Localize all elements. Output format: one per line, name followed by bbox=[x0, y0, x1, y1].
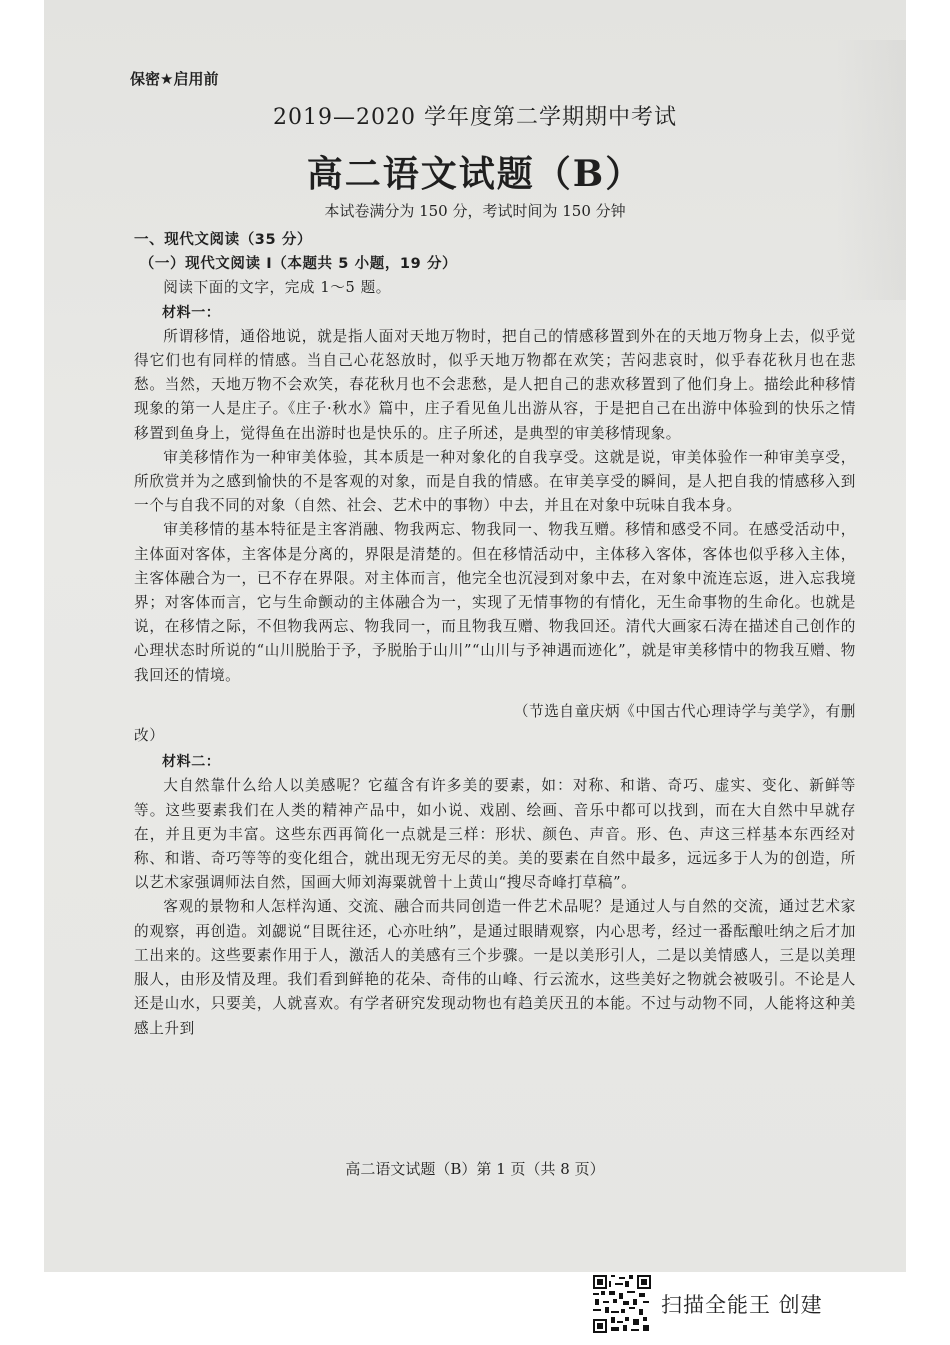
material-one-label: 材料一： bbox=[162, 304, 221, 321]
material-two-label: 材料二： bbox=[162, 754, 221, 771]
material-one-paragraph: 审美移情的基本特征是主客消融、物我两忘、物我同一、物我互赠。移情和感受不同。在感受活动中，主体面对客体，主客体是分离的，界限是清楚的。但在移情活动中，主体移入客体，客体也似乎移入主体，主客体融合为一，已不存在界限。对主体而言，他完全也沉浸到对象中去，在对象中流连忘返，进入忘我境界；对客体而言，它与生命颤动的主体融合为一，实现了无情事物的有情化，无生命事物的生命化。也就是说，在移情之际，不但物我两忘、物我同一，而且物我互赠、物我回还。清代大画家石涛在描述自己创作的心理状态时所说的“山川脱胎于予，予脱胎于山川”“山川与予神遇而迹化”，就是审美移情中的物我互赠、物我回还的情境。 bbox=[134, 521, 856, 684]
page-footer: 高二语文试题（B）第 1 页（共 8 页） bbox=[345, 1160, 605, 1178]
section-heading: 一、现代文阅读（35 分） bbox=[134, 232, 313, 248]
scanner-watermark bbox=[593, 1274, 823, 1334]
material-one-paragraph: 所谓移情，通俗地说，就是指人面对天地万物时，把自己的情感移置到外在的天地万物身上去，似乎觉得它们也有同样的情感。当自己心花怒放时，似乎天地万物都在欢笑；苦闷悲哀时，似乎春花秋月也在悲愁。当然，天地万物不会欢笑，春花秋月也不会悲愁，是人把自己的悲欢移置到了他们身上。描绘此种移情现象的第一人是庄子。《庄子·秋水》篇中，庄子看见鱼儿出游从容，于是把自己在出游中体验到的快乐之情移置到鱼身上，觉得鱼在出游时也是快乐的。庄子所述，是典型的审美移情现象。 bbox=[134, 327, 856, 442]
material-two-paragraph: 大自然靠什么给人以美感呢？它蕴含有许多美的要素，如：对称、和谐、奇巧、虚实、变化、新鲜等等。这些要素我们在人类的精神产品中，如小说、戏剧、绘画、音乐中都可以找到，而在大自然中早就存在，并且更为丰富。这些东西再简化一点就是三样：形状、颜色、声音。形、色、声这三样基本东西经对称、和谐、奇巧等等的变化组合，就出现无穷无尽的美。美的要素在自然中最多，远远多于人为的创造，所以艺术家强调师法自然，国画大师刘海粟就曾十上黄山“搜尽奇峰打草稿”。 bbox=[134, 777, 856, 892]
exam-page bbox=[44, 0, 906, 1272]
reading-section bbox=[134, 228, 856, 1041]
material-one-source: （节选自童庆炳《中国古代心理诗学与美学》，有删 bbox=[513, 702, 856, 720]
confidential-label: 保密★启用前 bbox=[130, 70, 219, 88]
qr-code-icon bbox=[593, 1275, 651, 1333]
exam-title: 2019—2020 学年度第二学期期中考试 bbox=[273, 105, 677, 130]
page-title: 高二语文试题（B） bbox=[306, 153, 644, 195]
instruction: 阅读下面的文字，完成 1～5 题。 bbox=[163, 279, 391, 297]
material-two-paragraph: 客观的景物和人怎样沟通、交流、融合而共同创造一件艺术品呢？是通过人与自然的交流，通过艺术家的观察，再创造。刘勰说“目既往还，心亦吐纳”，是通过眼睛观察，内心思考，经过一番酝酿吐纳之后才加工出来的。这些要素作用于人，激活人的美感有三个步骤。一是以美形引人，二是以美情感人，三是以美理服人，由形及情及理。我们看到鲜艳的花朵、奇伟的山峰、行云流水，这些美好之物就会被吸引。不论是人还是山水，只要美，人就喜欢。有学者研究发现动物也有趋美厌丑的本能。不过与动物不同，人能将这种美感上升到 bbox=[134, 898, 856, 1037]
watermark-text: 扫描全能王 创建 bbox=[661, 1293, 823, 1317]
scanned-photo bbox=[44, 0, 906, 1272]
material-one-paragraph: 审美移情作为一种审美体验，其本质是一种对象化的自我享受。这就是说，审美体验作一种审美享受，所欣赏并为之感到愉快的不是客观的对象，而是自我的情感。在审美享受的瞬间，是人把自我的情感移入到一个与自我不同的对象（自然、社会、艺术中的事物）中去，并且在对象中玩味自我本身。 bbox=[134, 448, 856, 515]
sub-section-heading: （一）现代文阅读 I（本题共 5 小题，19 分） bbox=[139, 256, 458, 273]
material-one-source-end: 改） bbox=[134, 727, 165, 745]
exam-info: 本试卷满分为 150 分，考试时间为 150 分钟 bbox=[324, 202, 626, 220]
